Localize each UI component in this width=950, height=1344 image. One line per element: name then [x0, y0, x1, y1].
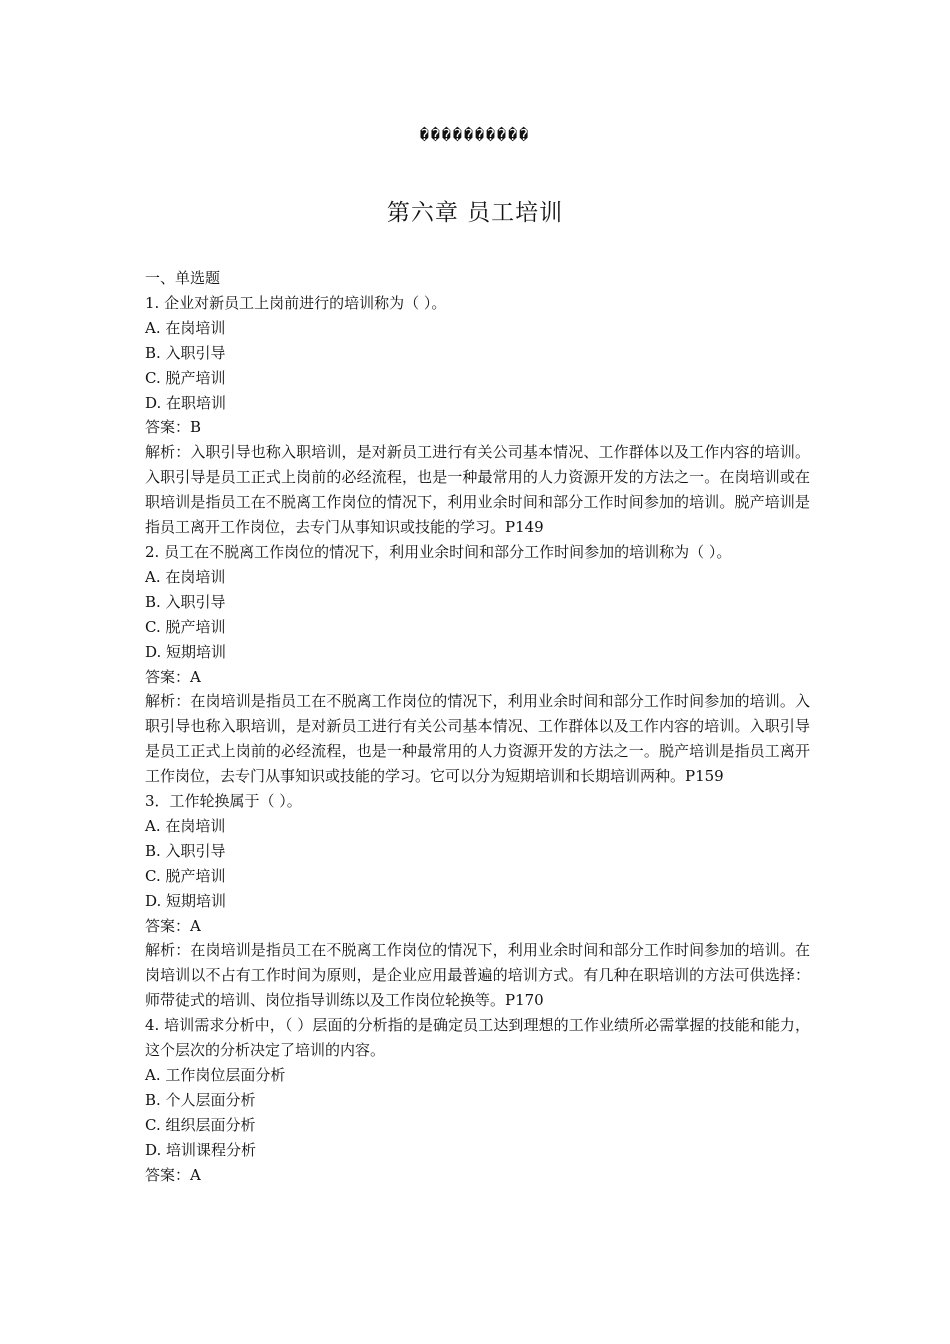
document-body — [145, 266, 810, 1188]
answer: 答案：A — [145, 916, 201, 935]
option-b: B. 入职引导 — [145, 841, 226, 860]
option-d: D. 短期培训 — [145, 891, 227, 910]
option-d: D. 短期培训 — [145, 642, 227, 661]
question-block — [145, 1013, 810, 1187]
page-header: ���������� — [419, 126, 531, 144]
option-c: C. 脱产培训 — [145, 617, 226, 636]
option-d: D. 在职培训 — [145, 393, 227, 412]
question-block — [145, 789, 810, 1013]
option-b: B. 入职引导 — [145, 343, 226, 362]
explanation: 解析：入职引导也称入职培训，是对新员工进行有关公司基本情况、工作群体以及工作内容的培训。入职引导是员工正式上岗前的必经流程，也是一种最常用的人力资源开发的方法之一。在岗培训或在职培训是指员工在不脱离工作岗位的情况下，利用业余时间和部分工作时间参加的培训。脱产培训是指员工离开工作岗位，去专门从事知识或技能的学习。P149 — [145, 443, 810, 537]
question-stem: 4. 培训需求分析中，（ ）层面的分析指的是确定员工达到理想的工作业绩所必需掌握的技能和能力，这个层次的分析决定了培训的内容。 — [145, 1016, 810, 1060]
option-a: A. 工作岗位层面分析 — [145, 1066, 286, 1084]
question-stem: 1. 企业对新员工上岗前进行的培训称为（ ）。 — [145, 293, 447, 312]
option-d: D. 培训课程分析 — [145, 1140, 257, 1159]
question-block — [145, 291, 810, 540]
answer: 答案：A — [145, 667, 201, 686]
option-c: C. 脱产培训 — [145, 866, 226, 885]
question-stem: 2. 员工在不脱离工作岗位的情况下，利用业余时间和部分工作时间参加的培训称为（ ）。 — [145, 542, 732, 561]
section-heading: 一、单选题 — [145, 269, 221, 287]
explanation: 解析：在岗培训是指员工在不脱离工作岗位的情况下，利用业余时间和部分工作时间参加的培训。入职引导也称入职培训，是对新员工进行有关公司基本情况、工作群体以及工作内容的培训。入职引导是员工正式上岗前的必经流程，也是一种最常用的人力资源开发的方法之一。脱产培训是指员工离开工作岗位，去专门从事知识或技能的学习。它可以分为短期培训和长期培训两种。P159 — [145, 692, 810, 786]
option-b: B. 个人层面分析 — [145, 1090, 256, 1109]
answer: 答案：B — [145, 418, 202, 437]
answer: 答案：A — [145, 1165, 201, 1184]
option-a: A. 在岗培训 — [145, 816, 226, 835]
option-a: A. 在岗培训 — [145, 318, 226, 337]
option-b: B. 入职引导 — [145, 592, 226, 611]
question-block — [145, 540, 810, 789]
explanation: 解析：在岗培训是指员工在不脱离工作岗位的情况下，利用业余时间和部分工作时间参加的培训。在岗培训以不占有工作时间为原则，是企业应用最普遍的培训方式。有几种在职培训的方法可供选择：师带徒式的培训、岗位指导训练以及工作岗位轮换等。P170 — [145, 941, 810, 1010]
option-c: C. 脱产培训 — [145, 368, 226, 387]
option-a: A. 在岗培训 — [145, 567, 226, 586]
chapter-title: 第六章 员工培训 — [386, 200, 564, 226]
option-c: C. 组织层面分析 — [145, 1115, 256, 1134]
question-stem: 3．工作轮换属于（ ）。 — [145, 792, 302, 811]
